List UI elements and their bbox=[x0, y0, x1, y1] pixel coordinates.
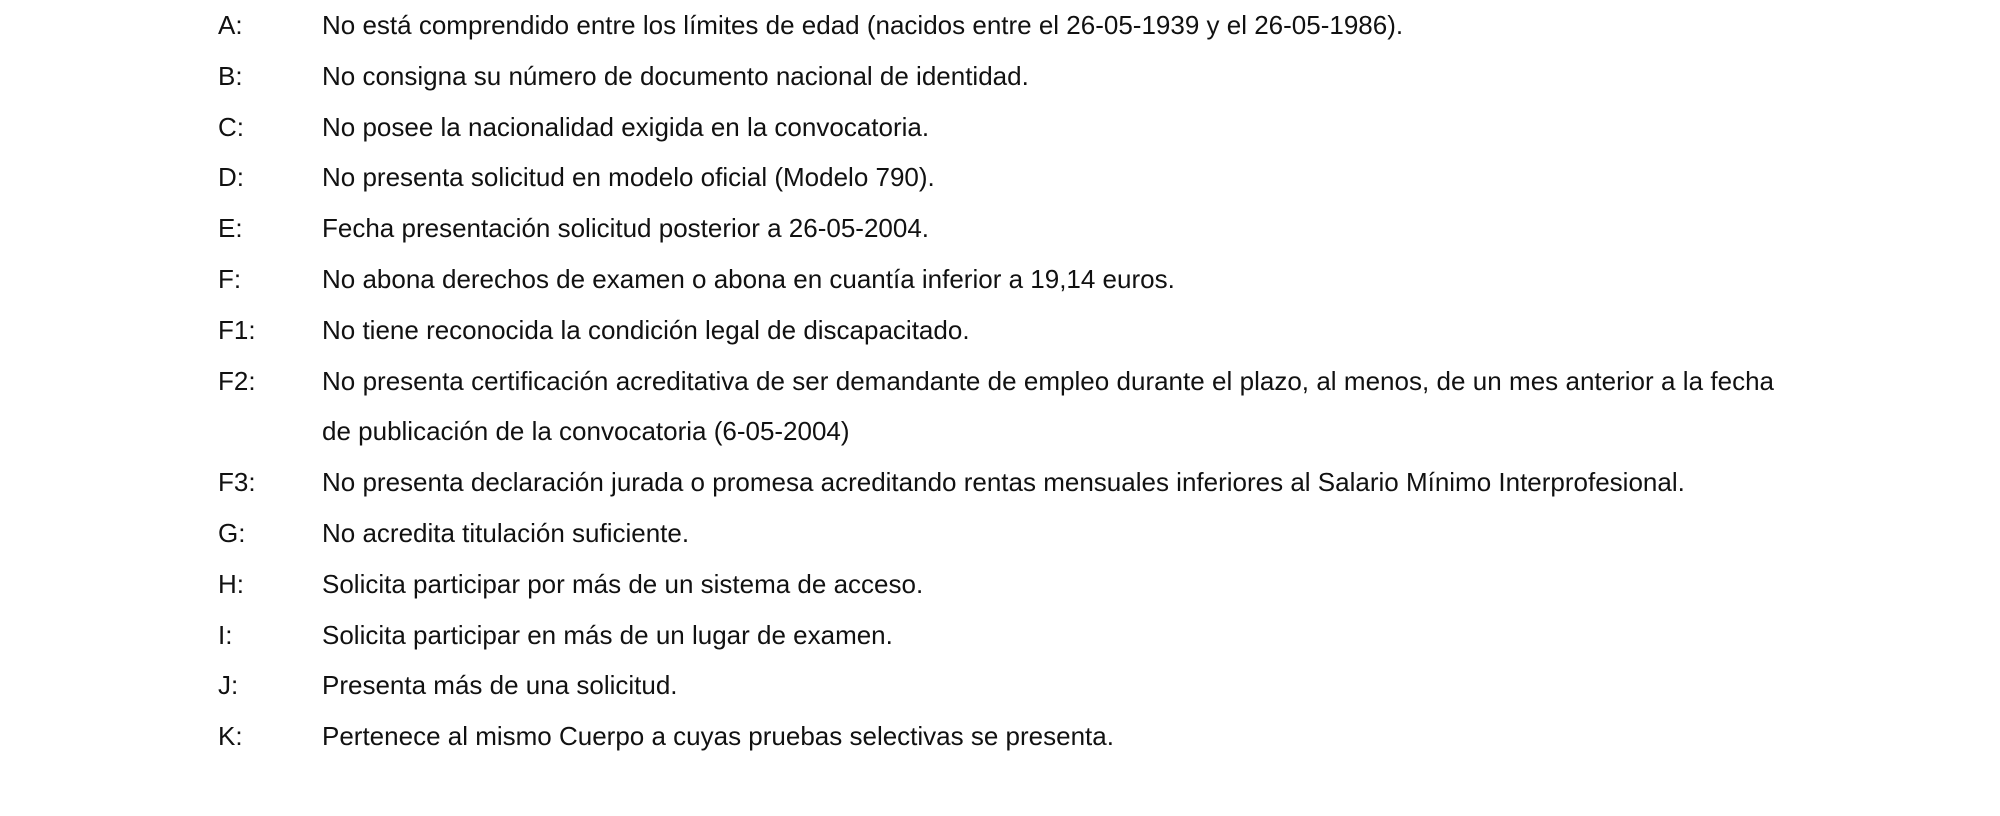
item-text: No acredita titulación suficiente. bbox=[322, 517, 690, 548]
item-code: H: bbox=[218, 568, 244, 599]
list-item bbox=[218, 305, 1778, 356]
list-item bbox=[218, 51, 1778, 102]
item-code: G: bbox=[218, 517, 246, 548]
item-text: Presenta más de una solicitud. bbox=[322, 670, 678, 701]
list-item bbox=[218, 356, 1778, 458]
item-text: No está comprendido entre los límites de edad (nacidos entre el 26-05-1939 y el 26-05-1986). bbox=[322, 10, 1404, 40]
item-text: Solicita participar en más de un lugar de examen. bbox=[322, 619, 893, 650]
item-code: K: bbox=[218, 721, 243, 752]
list-item bbox=[218, 457, 1778, 508]
item-text: No presenta certificación acreditativa de ser demandante de empleo durante el plazo, al menos, de un mes anterior a la fecha de publicación de la convocatoria (6-05-2004) bbox=[322, 365, 1774, 447]
list-item bbox=[218, 660, 1778, 711]
item-code: F3: bbox=[218, 467, 256, 498]
item-code: I: bbox=[218, 619, 233, 650]
item-code: J: bbox=[218, 670, 239, 701]
item-code: F1: bbox=[218, 314, 256, 345]
item-text: Solicita participar por más de un sistema de acceso. bbox=[322, 568, 924, 599]
item-code: F2: bbox=[218, 365, 256, 396]
item-code: B: bbox=[218, 60, 243, 91]
list-item bbox=[218, 559, 1778, 610]
list-item bbox=[218, 610, 1778, 661]
item-code: D: bbox=[218, 162, 244, 193]
exclusion-codes-list bbox=[218, 0, 1778, 762]
item-text: No presenta declaración jurada o promesa acreditando rentas mensuales inferiores al Salario Mínimo Interprofesional. bbox=[322, 467, 1685, 498]
list-item bbox=[218, 711, 1778, 762]
item-text: No presenta solicitud en modelo oficial (Modelo 790). bbox=[322, 162, 935, 193]
item-text: Fecha presentación solicitud posterior a 26-05-2004. bbox=[322, 213, 930, 244]
item-code: E: bbox=[218, 213, 243, 244]
item-code: C: bbox=[218, 111, 244, 142]
list-item bbox=[218, 0, 1778, 51]
item-code: A: bbox=[218, 10, 243, 40]
list-item bbox=[218, 203, 1778, 254]
list-item bbox=[218, 102, 1778, 153]
list-item bbox=[218, 152, 1778, 203]
list-item bbox=[218, 508, 1778, 559]
item-text: Pertenece al mismo Cuerpo a cuyas pruebas selectivas se presenta. bbox=[322, 721, 1114, 752]
item-text: No consigna su número de documento nacional de identidad. bbox=[322, 60, 1029, 91]
item-text: No posee la nacionalidad exigida en la convocatoria. bbox=[322, 111, 930, 142]
item-text: No tiene reconocida la condición legal de discapacitado. bbox=[322, 314, 970, 345]
item-text: No abona derechos de examen o abona en cuantía inferior a 19,14 euros. bbox=[322, 263, 1175, 294]
item-code: F: bbox=[218, 263, 242, 294]
list-item bbox=[218, 254, 1778, 305]
